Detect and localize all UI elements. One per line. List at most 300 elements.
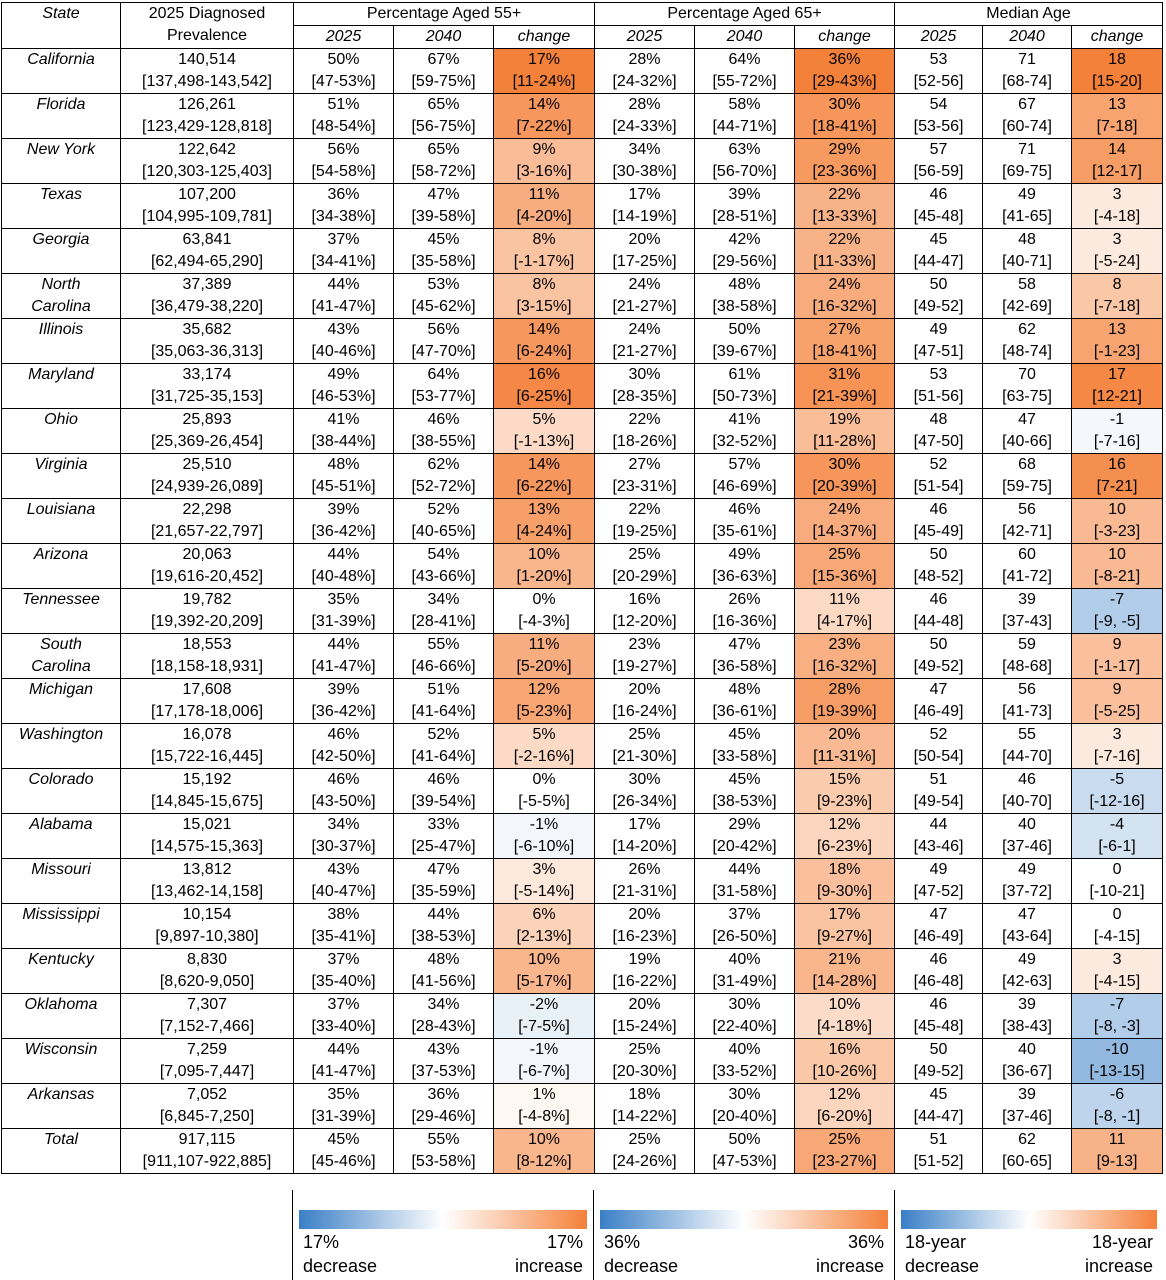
- cell-interval: [7,152-7,466]: [159, 1018, 255, 1035]
- cell-value: 48%: [427, 951, 460, 968]
- cell-interval: [28-43%]: [411, 1018, 476, 1035]
- state-name: Arizona: [2, 544, 121, 589]
- cell-interval: [15,722-16,445]: [150, 748, 264, 765]
- cell-value: 10%: [527, 1131, 561, 1148]
- cell-value: 7,052: [186, 1086, 228, 1103]
- cell-interval: [15-36%]: [812, 568, 877, 585]
- subheader-2025: 2025: [294, 26, 394, 49]
- cell-value: 25%: [628, 726, 661, 743]
- med-2025-cell: [895, 454, 983, 499]
- median-age-header: Median Age: [895, 3, 1163, 26]
- a55-2040-cell: [394, 274, 494, 319]
- a65-2040-cell: [695, 769, 795, 814]
- a55-change-cell: [494, 409, 595, 454]
- cell-interval: [19-25%]: [612, 523, 677, 540]
- cell-value: 44%: [728, 861, 761, 878]
- cell-interval: [31-49%]: [712, 973, 777, 990]
- med-change-cell: [1072, 1129, 1163, 1174]
- cell-interval: [29-43%]: [812, 73, 877, 90]
- cell-value: 46%: [327, 771, 360, 788]
- a65-change-cell: [795, 454, 895, 499]
- cell-interval: [14-20%]: [612, 838, 677, 855]
- table-row: [2, 679, 1163, 724]
- state-name: Tennessee: [2, 589, 121, 634]
- a65-change-cell: [795, 274, 895, 319]
- prevalence-cell: [121, 49, 294, 94]
- cell-value: 25%: [628, 1131, 661, 1148]
- cell-value: 48%: [327, 456, 360, 473]
- table-row: [2, 1084, 1163, 1129]
- a55-2025-cell: [294, 499, 394, 544]
- a65-change-cell: [795, 1039, 895, 1084]
- a55-change-cell: [494, 49, 595, 94]
- cell-interval: [21-39%]: [812, 388, 877, 405]
- a65-2040-cell: [695, 94, 795, 139]
- a65-change-cell: [795, 229, 895, 274]
- cell-interval: [120,303-125,403]: [142, 163, 272, 180]
- cell-value: 25%: [828, 546, 861, 563]
- legend-left-text: decrease: [604, 1256, 679, 1276]
- cell-interval: [-7-16]: [1093, 748, 1141, 765]
- cell-value: 50%: [728, 321, 761, 338]
- cell-interval: [42-71]: [1002, 523, 1052, 540]
- med-change-cell: [1072, 769, 1163, 814]
- cell-interval: [53-77%]: [411, 388, 476, 405]
- cell-value: 30%: [628, 366, 661, 383]
- a55-2040-cell: [394, 769, 494, 814]
- legend-gradient-bar: [901, 1210, 1157, 1229]
- aged-65-header: Percentage Aged 65+: [595, 3, 895, 26]
- cell-value: 52%: [427, 501, 460, 518]
- table-row: [2, 949, 1163, 994]
- cell-interval: [47-50]: [913, 433, 964, 450]
- cell-value: 71: [1018, 51, 1036, 68]
- cell-interval: [56-75%]: [411, 118, 476, 135]
- legend-gradient-bar: [299, 1210, 587, 1229]
- cell-value: 51: [929, 1131, 948, 1148]
- cell-value: -5: [1109, 771, 1125, 788]
- cell-value: -7: [1109, 996, 1125, 1013]
- table-row: [2, 994, 1163, 1039]
- cell-interval: [38-43]: [1002, 1018, 1052, 1035]
- cell-value: 47: [1018, 906, 1036, 923]
- cell-value: 34%: [327, 816, 360, 833]
- cell-interval: [7-21]: [1096, 478, 1138, 495]
- table-row: [2, 364, 1163, 409]
- cell-interval: [30-38%]: [612, 163, 677, 180]
- cell-interval: [13-33%]: [812, 208, 877, 225]
- cell-value: 45%: [427, 231, 460, 248]
- med-2040-cell: [983, 544, 1072, 589]
- a55-change-cell: [494, 769, 595, 814]
- cell-interval: [56-70%]: [712, 163, 777, 180]
- cell-value: 64%: [728, 51, 761, 68]
- cell-interval: [26-34%]: [612, 793, 677, 810]
- a65-2040-cell: [695, 49, 795, 94]
- cell-value: 3: [1112, 951, 1122, 968]
- cell-value: 40%: [728, 951, 761, 968]
- legend-left-text: decrease: [905, 1256, 980, 1276]
- cell-value: 17%: [628, 816, 661, 833]
- cell-interval: [19-39%]: [812, 703, 877, 720]
- cell-interval: [14-37%]: [812, 523, 877, 540]
- legend-left-value: 18-year: [905, 1232, 967, 1252]
- cell-interval: [44-48]: [913, 613, 964, 630]
- cell-interval: [40-70]: [1002, 793, 1052, 810]
- med-change-cell: [1072, 364, 1163, 409]
- a65-2040-cell: [695, 319, 795, 364]
- med-2040-cell: [983, 724, 1072, 769]
- cell-interval: [41-73]: [1002, 703, 1052, 720]
- cell-value: 0: [1112, 906, 1122, 923]
- cell-value: 30%: [728, 996, 761, 1013]
- cell-value: 23%: [628, 636, 661, 653]
- med-2025-cell: [895, 589, 983, 634]
- a55-2040-cell: [394, 634, 494, 679]
- cell-value: 17%: [527, 51, 561, 68]
- cell-interval: [47-70%]: [411, 343, 476, 360]
- cell-value: 39%: [327, 681, 360, 698]
- cell-value: 14%: [527, 96, 561, 113]
- cell-interval: [43-46]: [913, 838, 964, 855]
- cell-value: 34%: [628, 141, 661, 158]
- a55-change-cell: [494, 139, 595, 184]
- a65-2025-cell: [595, 274, 695, 319]
- med-2025-cell: [895, 544, 983, 589]
- cell-value: 21%: [828, 951, 861, 968]
- cell-interval: [46-66%]: [411, 658, 476, 675]
- cell-interval: [60-74]: [1002, 118, 1052, 135]
- cell-interval: [51-56]: [913, 388, 964, 405]
- cell-interval: [36-42%]: [311, 523, 376, 540]
- state-name: Wisconsin: [2, 1039, 121, 1084]
- cell-value: 45%: [327, 1131, 360, 1148]
- med-change-cell: [1072, 904, 1163, 949]
- state-name: Total: [2, 1129, 121, 1174]
- cell-interval: [14-28%]: [812, 973, 877, 990]
- a55-change-cell: [494, 904, 595, 949]
- cell-interval: [19,616-20,452]: [150, 568, 264, 585]
- cell-interval: [24-32%]: [612, 73, 677, 90]
- cell-value: 14%: [527, 321, 561, 338]
- cell-value: 17,608: [182, 681, 232, 698]
- cell-value: 46: [929, 996, 948, 1013]
- med-2025-cell: [895, 364, 983, 409]
- cell-interval: [-13-15]: [1089, 1063, 1145, 1080]
- a55-2025-cell: [294, 184, 394, 229]
- a65-change-cell: [795, 1084, 895, 1129]
- cell-interval: [47-51]: [913, 343, 964, 360]
- med-change-cell: [1072, 94, 1163, 139]
- a55-change-cell: [494, 814, 595, 859]
- cell-value: 46%: [427, 411, 460, 428]
- a55-2040-cell: [394, 544, 494, 589]
- legend-right-value: 36%: [847, 1232, 884, 1252]
- a55-2025-cell: [294, 454, 394, 499]
- cell-interval: [15-24%]: [612, 1018, 677, 1035]
- a55-2040-cell: [394, 409, 494, 454]
- cell-interval: [46-49]: [913, 928, 964, 945]
- state-name: Virginia: [2, 454, 121, 499]
- a55-2025-cell: [294, 904, 394, 949]
- a55-change-cell: [494, 1039, 595, 1084]
- a65-change-cell: [795, 94, 895, 139]
- cell-interval: [20-30%]: [612, 1063, 677, 1080]
- cell-value: 16%: [628, 591, 661, 608]
- cell-interval: [137,498-143,542]: [142, 73, 272, 90]
- med-2040-cell: [983, 679, 1072, 724]
- cell-interval: [33-52%]: [712, 1063, 777, 1080]
- med-2040-cell: [983, 814, 1072, 859]
- a65-change-cell: [795, 364, 895, 409]
- med-change-cell: [1072, 589, 1163, 634]
- legend-gradient-bar: [600, 1210, 888, 1229]
- cell-interval: [37-46]: [1002, 1108, 1052, 1125]
- med-change-cell: [1072, 139, 1163, 184]
- prevalence-cell: [121, 454, 294, 499]
- med-change-cell: [1072, 184, 1163, 229]
- med-change-cell: [1072, 319, 1163, 364]
- cell-value: -2%: [529, 996, 559, 1013]
- table-row: [2, 184, 1163, 229]
- cell-value: 51: [929, 771, 948, 788]
- cell-interval: [24-26%]: [612, 1153, 677, 1170]
- med-2040-cell: [983, 1039, 1072, 1084]
- table-row: [2, 544, 1163, 589]
- a55-2025-cell: [294, 1129, 394, 1174]
- a65-2025-cell: [595, 1129, 695, 1174]
- subheader-2040: 2040: [394, 26, 494, 49]
- cell-value: 8,830: [186, 951, 228, 968]
- cell-interval: [16-32%]: [812, 658, 877, 675]
- cell-interval: [47-52]: [913, 883, 964, 900]
- cell-interval: [-8, -3]: [1093, 1018, 1141, 1035]
- med-2040-cell: [983, 994, 1072, 1039]
- cell-value: 55: [1018, 726, 1036, 743]
- state-name: Colorado: [2, 769, 121, 814]
- cell-interval: [12-20%]: [612, 613, 677, 630]
- cell-value: 43%: [327, 321, 360, 338]
- a55-change-cell: [494, 544, 595, 589]
- state-name: Washington: [2, 724, 121, 769]
- a65-2025-cell: [595, 184, 695, 229]
- legend-right-text: increase: [1084, 1256, 1153, 1276]
- cell-interval: [12-17]: [1092, 163, 1142, 180]
- cell-value: 62: [1018, 321, 1036, 338]
- cell-value: 49%: [728, 546, 761, 563]
- cell-value: 35%: [327, 1086, 360, 1103]
- cell-interval: [14-22%]: [612, 1108, 677, 1125]
- cell-interval: [40-66]: [1002, 433, 1052, 450]
- cell-interval: [-8-21]: [1093, 568, 1141, 585]
- cell-interval: [-7-16]: [1093, 433, 1141, 450]
- cell-interval: [-7-5%]: [518, 1018, 570, 1035]
- a55-2025-cell: [294, 409, 394, 454]
- cell-interval: [16-24%]: [612, 703, 677, 720]
- med-2025-cell: [895, 49, 983, 94]
- a55-change-cell: [494, 859, 595, 904]
- cell-interval: [18-26%]: [612, 433, 677, 450]
- cell-value: 3%: [532, 861, 556, 878]
- legend-left-label: [303, 1230, 377, 1278]
- cell-interval: [40-47%]: [311, 883, 376, 900]
- cell-interval: [23-31%]: [612, 478, 677, 495]
- prevalence-cell: [121, 319, 294, 364]
- a65-2040-cell: [695, 139, 795, 184]
- cell-value: 46: [929, 951, 948, 968]
- cell-value: 25,893: [182, 411, 232, 428]
- cell-value: 50: [929, 636, 948, 653]
- cell-value: 50: [929, 546, 948, 563]
- cell-interval: [11-28%]: [813, 433, 876, 450]
- cell-interval: [16-22%]: [612, 973, 677, 990]
- cell-interval: [-6-10%]: [513, 838, 575, 855]
- cell-interval: [44-71%]: [712, 118, 777, 135]
- cell-value: 27%: [628, 456, 661, 473]
- cell-value: 47%: [728, 636, 761, 653]
- cell-interval: [43-50%]: [311, 793, 376, 810]
- prevalence-cell: [121, 589, 294, 634]
- cell-value: 49: [929, 861, 948, 878]
- cell-value: 48%: [728, 681, 761, 698]
- a65-2025-cell: [595, 589, 695, 634]
- cell-interval: [50-73%]: [712, 388, 777, 405]
- cell-interval: [35-61%]: [712, 523, 777, 540]
- cell-interval: [33-58%]: [712, 748, 777, 765]
- cell-value: 5%: [532, 726, 556, 743]
- cell-value: 16: [1108, 456, 1126, 473]
- cell-interval: [9-30%]: [816, 883, 873, 900]
- legend-median-age: [895, 1190, 1163, 1280]
- cell-interval: [40-48%]: [311, 568, 376, 585]
- a55-2040-cell: [394, 454, 494, 499]
- cell-value: 40: [1018, 1041, 1036, 1058]
- cell-value: 45: [929, 1086, 948, 1103]
- cell-interval: [17-25%]: [612, 253, 677, 270]
- cell-value: 63%: [728, 141, 761, 158]
- cell-interval: [10-26%]: [812, 1063, 877, 1080]
- cell-interval: [49-52]: [913, 658, 964, 675]
- a65-change-cell: [795, 724, 895, 769]
- cell-value: 53%: [427, 276, 460, 293]
- a55-2040-cell: [394, 859, 494, 904]
- cell-interval: [6-24%]: [516, 343, 572, 360]
- cell-interval: [49-52]: [913, 298, 964, 315]
- cell-interval: [38-53%]: [411, 928, 476, 945]
- subheader-2040: 2040: [983, 26, 1072, 49]
- cell-interval: [44-70]: [1002, 748, 1052, 765]
- state-name: Texas: [2, 184, 121, 229]
- cell-value: 65%: [427, 141, 460, 158]
- cell-interval: [69-75]: [1002, 163, 1052, 180]
- subheader-change: change: [795, 26, 895, 49]
- cell-value: 47: [1018, 411, 1036, 428]
- cell-interval: [11-31%]: [813, 748, 876, 765]
- cell-interval: [11-24%]: [512, 73, 576, 90]
- cell-interval: [35-40%]: [311, 973, 376, 990]
- legend-aged-65: [594, 1190, 894, 1280]
- cell-interval: [45-48]: [913, 1018, 964, 1035]
- med-2040-cell: [983, 409, 1072, 454]
- cell-value: 37,389: [182, 276, 232, 293]
- cell-value: 50: [929, 1041, 948, 1058]
- med-change-cell: [1072, 724, 1163, 769]
- cell-interval: [48-74]: [1002, 343, 1052, 360]
- med-2025-cell: [895, 859, 983, 904]
- cell-value: 40: [1018, 816, 1036, 833]
- state-name: Illinois: [2, 319, 121, 364]
- a65-change-cell: [795, 589, 895, 634]
- a55-2025-cell: [294, 139, 394, 184]
- a65-2040-cell: [695, 1129, 795, 1174]
- legend-right-value: 18-year: [1091, 1232, 1153, 1252]
- med-2040-cell: [983, 589, 1072, 634]
- med-change-cell: [1072, 634, 1163, 679]
- cell-interval: [29-56%]: [712, 253, 777, 270]
- a65-change-cell: [795, 994, 895, 1039]
- cell-value: 18%: [828, 861, 861, 878]
- cell-value: 67: [1018, 96, 1036, 113]
- med-2025-cell: [895, 1129, 983, 1174]
- cell-interval: [32-52%]: [712, 433, 777, 450]
- prevalence-cell: [121, 1039, 294, 1084]
- state-name-line: North: [41, 276, 81, 293]
- cell-interval: [42-69]: [1002, 298, 1052, 315]
- cell-interval: [56-59]: [913, 163, 964, 180]
- cell-interval: [40-65%]: [411, 523, 476, 540]
- cell-value: -1%: [529, 1041, 559, 1058]
- med-2040-cell: [983, 364, 1072, 409]
- med-2040-cell: [983, 319, 1072, 364]
- a55-2025-cell: [294, 274, 394, 319]
- subheader-change: change: [1072, 26, 1163, 49]
- cell-value: 3: [1112, 231, 1122, 248]
- cell-value: 16%: [527, 366, 561, 383]
- cell-value: 8%: [532, 276, 556, 293]
- cell-interval: [28-35%]: [612, 388, 677, 405]
- cell-interval: [41-47%]: [311, 658, 376, 675]
- table-row: [2, 859, 1163, 904]
- cell-interval: [31-39%]: [311, 1108, 376, 1125]
- cell-value: 12%: [828, 816, 861, 833]
- a55-2040-cell: [394, 1129, 494, 1174]
- cell-value: 25%: [828, 1131, 861, 1148]
- cell-value: 24%: [628, 321, 661, 338]
- legend-right-value: 17%: [546, 1232, 583, 1252]
- cell-interval: [28-51%]: [712, 208, 777, 225]
- cell-value: 25%: [628, 546, 661, 563]
- cell-interval: [25,369-26,454]: [150, 433, 264, 450]
- cell-value: 29%: [728, 816, 761, 833]
- a55-2040-cell: [394, 184, 494, 229]
- prevalence-cell: [121, 229, 294, 274]
- a55-change-cell: [494, 454, 595, 499]
- med-change-cell: [1072, 409, 1163, 454]
- a65-change-cell: [795, 544, 895, 589]
- table-row: [2, 319, 1163, 364]
- cell-interval: [14,575-15,363]: [150, 838, 264, 855]
- cell-value: 62: [1018, 1131, 1036, 1148]
- cell-interval: [1-20%]: [516, 568, 572, 585]
- cell-value: 50%: [327, 51, 360, 68]
- a55-change-cell: [494, 634, 595, 679]
- cell-interval: [-5-25]: [1093, 703, 1141, 720]
- cell-value: 51%: [427, 681, 460, 698]
- a55-2040-cell: [394, 1084, 494, 1129]
- prevalence-cell: [121, 859, 294, 904]
- med-change-cell: [1072, 229, 1163, 274]
- table-body: [2, 49, 1163, 1174]
